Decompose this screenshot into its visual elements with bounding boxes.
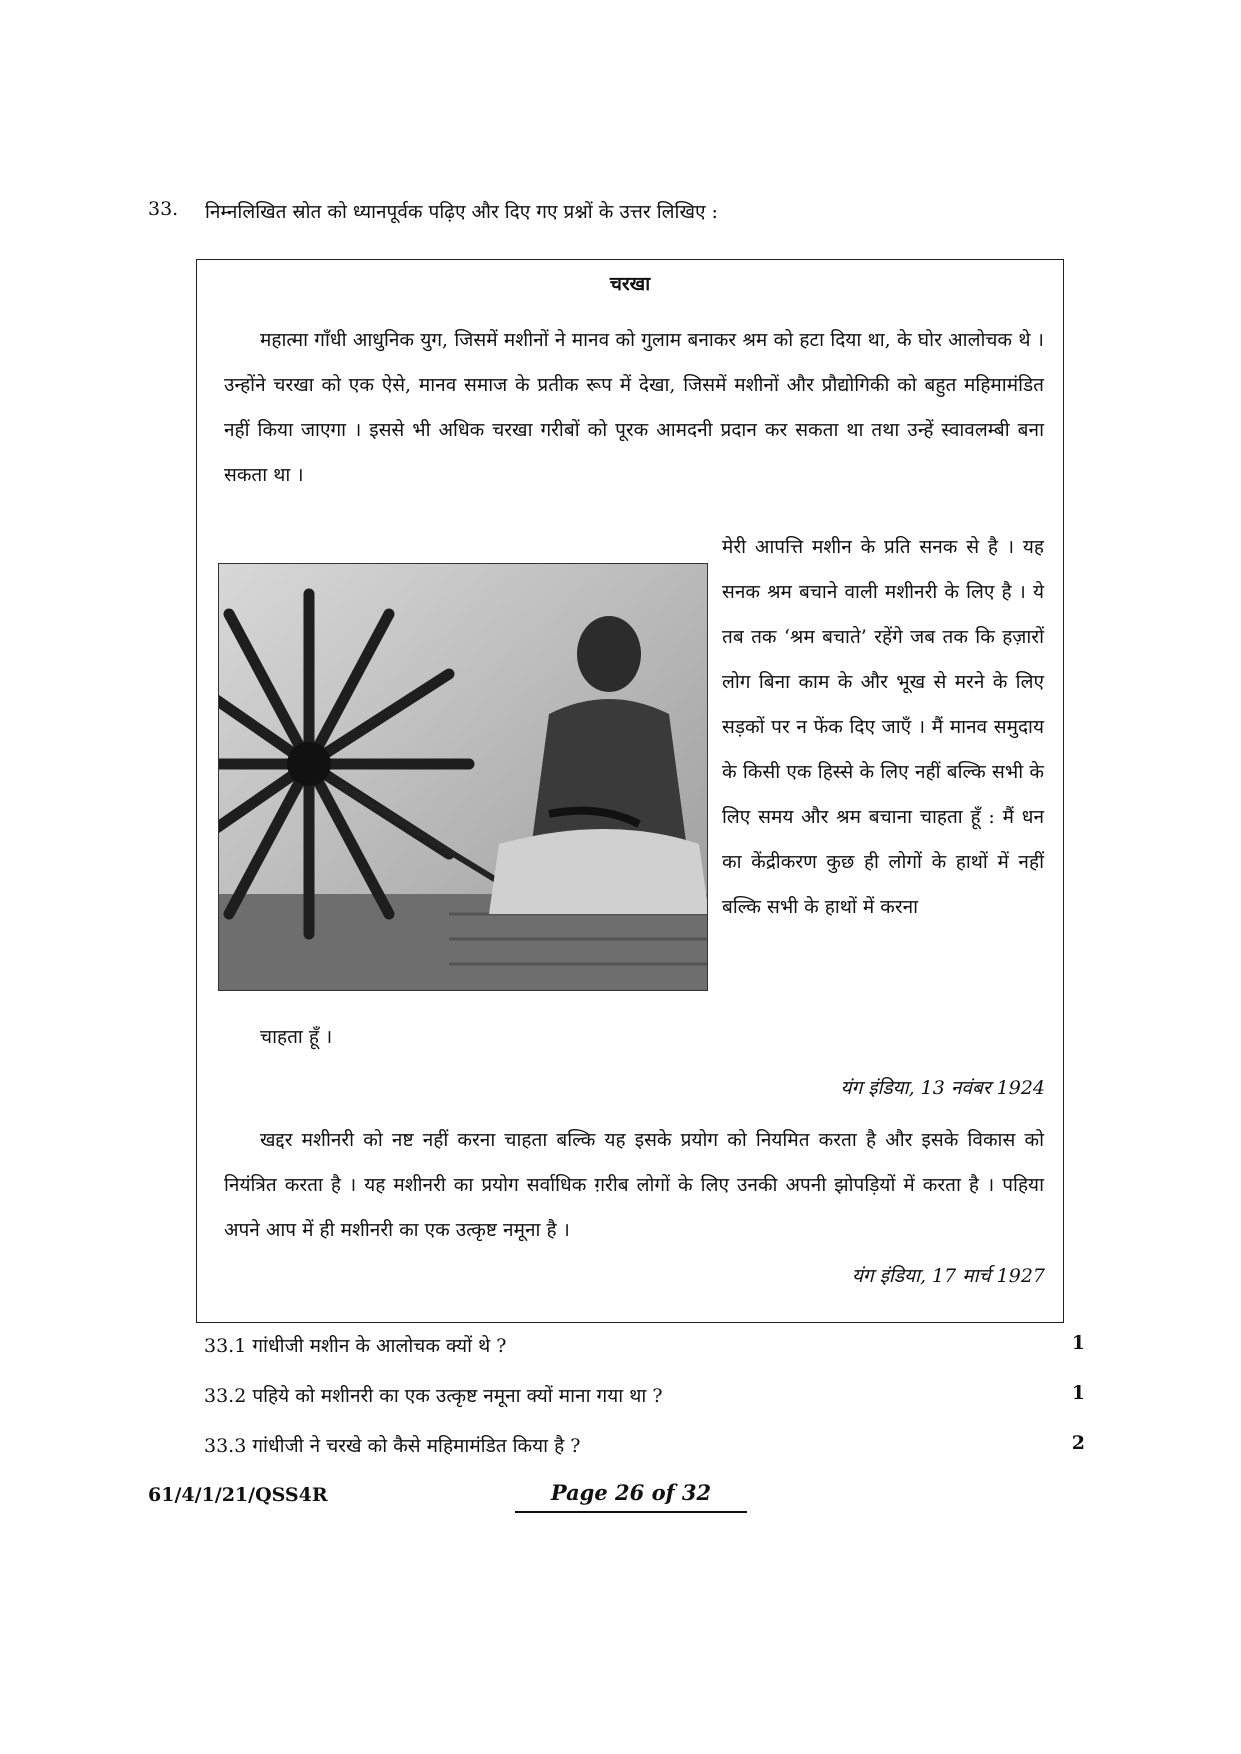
quote-1-continuation: चाहता हूँ । bbox=[260, 1026, 333, 1048]
quote-1-side-text: मेरी आपत्ति मशीन के प्रति सनक से है । यह सनक श्रम बचाने वाली मशीनरी के लिए है । ये तब तक ‘श्रम बचाते’ रहेंगे जब तक कि हज़ारों लोग बिना काम के और भूख से मरने के लिए सड़कों पर न फेंक दिए जाएँ । मैं मानव समुदाय के किसी एक हिस्से के लिए नहीं बल्कि सभी के लिए समय और श्रम बचाना चाहता हूँ : मैं धन का केंद्रीकरण कुछ ही लोगों के हाथों में नहीं बल्कि सभी के हाथों में करना bbox=[722, 536, 1044, 918]
citation-1: यंग इंडिया, 13 नवंबर 1924 bbox=[840, 1077, 1045, 1099]
subquestion-33-1 bbox=[204, 1332, 1084, 1362]
question-instruction: निम्नलिखित स्रोत को ध्यानपूर्वक पढ़िए और दिए गए प्रश्नों के उत्तर लिखिए : bbox=[205, 201, 718, 223]
citation-2: यंग इंडिया, 17 मार्च 1927 bbox=[851, 1265, 1045, 1287]
quote-2-paragraph: खद्दर मशीनरी को नष्ट नहीं करना चाहता बल्कि यह इसके प्रयोग को नियमित करता है और इसके विकास को नियंत्रित करता है । यह मशीनरी का प्रयोग सर्वाधिक ग़रीब लोगों के लिए उनकी अपनी झोपड़ियों में करता है । पहिया अपने आप में ही मशीनरी का एक उत्कृष्ट नमूना है । bbox=[224, 1129, 1044, 1241]
question-number: 33. bbox=[148, 198, 179, 220]
subquestion-marks: 1 bbox=[1071, 1332, 1085, 1354]
subquestion-marks: 1 bbox=[1071, 1382, 1085, 1404]
source-intro-paragraph: महात्मा गाँधी आधुनिक युग, जिसमें मशीनों ने मानव को गुलाम बनाकर श्रम को हटा दिया था, के घोर आलोचक थे । उन्होंने चरखा को एक ऐसे, मानव समाज के प्रतीक रूप में देखा, जिसमें मशीनों और प्रौद्योगिकी को बहुत महिमामंडित नहीं किया जाएगा । इससे भी अधिक चरखा गरीबों को पूरक आमदनी प्रदान कर सकता था तथा उन्हें स्वावलम्बी बना सकता था । bbox=[224, 329, 1044, 486]
subquestion-33-3 bbox=[204, 1432, 1084, 1462]
subquestion-marks: 2 bbox=[1071, 1432, 1085, 1454]
subquestion-33-2 bbox=[204, 1382, 1084, 1412]
gandhi-charkha-photo bbox=[218, 563, 708, 991]
subquestion-text: 33.2 पहिये को मशीनरी का एक उत्कृष्ट नमूना क्यों माना गया था ? bbox=[204, 1385, 663, 1407]
page-number: Page 26 of 32 bbox=[515, 1480, 747, 1513]
subquestion-text: 33.3 गांधीजी ने चरखे को कैसे महिमामंडित किया है ? bbox=[204, 1435, 581, 1457]
source-title: चरखा bbox=[609, 273, 651, 295]
paper-code: 61/4/1/21/QSS4R bbox=[148, 1484, 328, 1506]
subquestion-text: 33.1 गांधीजी मशीन के आलोचक क्यों थे ? bbox=[204, 1335, 507, 1357]
